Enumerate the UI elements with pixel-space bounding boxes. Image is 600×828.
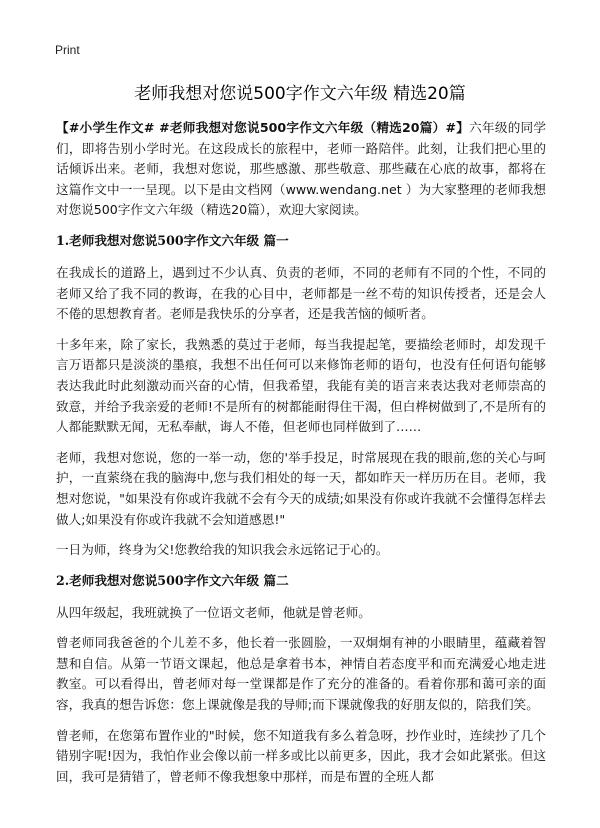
section-heading-2: 2.老师我想对您说500字作文六年级 篇二 <box>56 572 289 588</box>
intro-tag: 【#小学生作文# #老师我想对您说500字作文六年级（精选20篇）#】 <box>56 120 470 135</box>
section-2-paragraph: 曾老师，在您第布置作业的"时候，您不知道我有多么着急呀，抄作业时，连续抄了几个错别字呢!因为，我怕作业会像以前一样多或比以前更多，因此，我才会如此紧张。但这回，我可是猜错了，曾老师不像我想象中那样，而是布置的全班人都 <box>56 727 546 784</box>
page-title: 老师我想对您说500字作文六年级 精选20篇 <box>134 84 466 104</box>
section-1-paragraph: 老师，我想对您说，您的一举一动，您的'举手投足，时常展现在我的眼前,您的关心与呵护，一直萦绕在我的脑海中,您与我们相处的每一天，都如昨天一样历历在目。老师，我想对您说，"如果没有你或许我就不会有今天的成绩;如果没有你或许我就不会懂得怎样去做人;如果没有你或许我就不会知道感恩!" <box>56 449 546 527</box>
section-1-paragraph: 十多年来，除了家长，我熟悉的莫过于老师，每当我提起笔，要描绘老师时，却发现千言万语都只是淡淡的墨痕，我想不出任何可以来修饰老师的语句，也没有任何语句能够表达我此时此刻激动而兴奋的心情，但我希望，我能有美的语言来表达我对老师崇高的致意，并给予我亲爱的老师!不是所有的树都能耐得住干渴，但白桦树做到了,不是所有的人都能默默无闻，无私奉献，诲人不倦，但老师也同样做到了…… <box>56 336 546 435</box>
section-heading-1: 1.老师我想对您说500字作文六年级 篇一 <box>56 232 289 248</box>
section-2-paragraph: 从四年级起，我班就换了一位语文老师，他就是曾老师。 <box>56 604 371 620</box>
article-body <box>56 118 546 797</box>
section-1-paragraph: 一日为师，终身为父!您教给我的知识我会永远铭记于心的。 <box>56 542 389 558</box>
section-1-paragraph: 在我成长的道路上，遇到过不少认真、负责的老师，不同的老师有不同的个性，不同的老师又给了我不同的教诲，在我的心目中，老师都是一丝不苟的知识传授者，还是会人不倦的思想教育者。老师是我快乐的分享者，还是我苦恼的倾听者。 <box>56 264 546 322</box>
intro-text: 六年级的同学们，即将告别小学时光。在这段成长的旅程中，老师一路陪伴。此刻，让我们把心里的话倾诉出来。老师，我想对您说，那些感激、那些敬意、那些藏在心底的故事，都将在这篇作文中一一呈现。以下是由文档网（www.wendang.net ）为大家整理的老师我想对您说500字作文六年级（精选20篇），欢迎大家阅读。 <box>56 120 546 218</box>
section-2-paragraph: 曾老师同我爸爸的个儿差不多，他长着一张圆脸，一双炯炯有神的小眼睛里，蕴藏着智慧和自信。从第一节语文课起，他总是拿着书本，神情自若态度平和而充满爱心地走进教室。可以看得出，曾老师对每一堂课都是作了充分的准备的。看着你那和蔼可亲的面容，我真的想告诉您：您上课就像是我的导师;而下课就像我的好朋友似的，陪我们笑。 <box>56 635 546 713</box>
intro-paragraph <box>56 118 546 221</box>
print-link[interactable]: Print <box>55 43 80 57</box>
